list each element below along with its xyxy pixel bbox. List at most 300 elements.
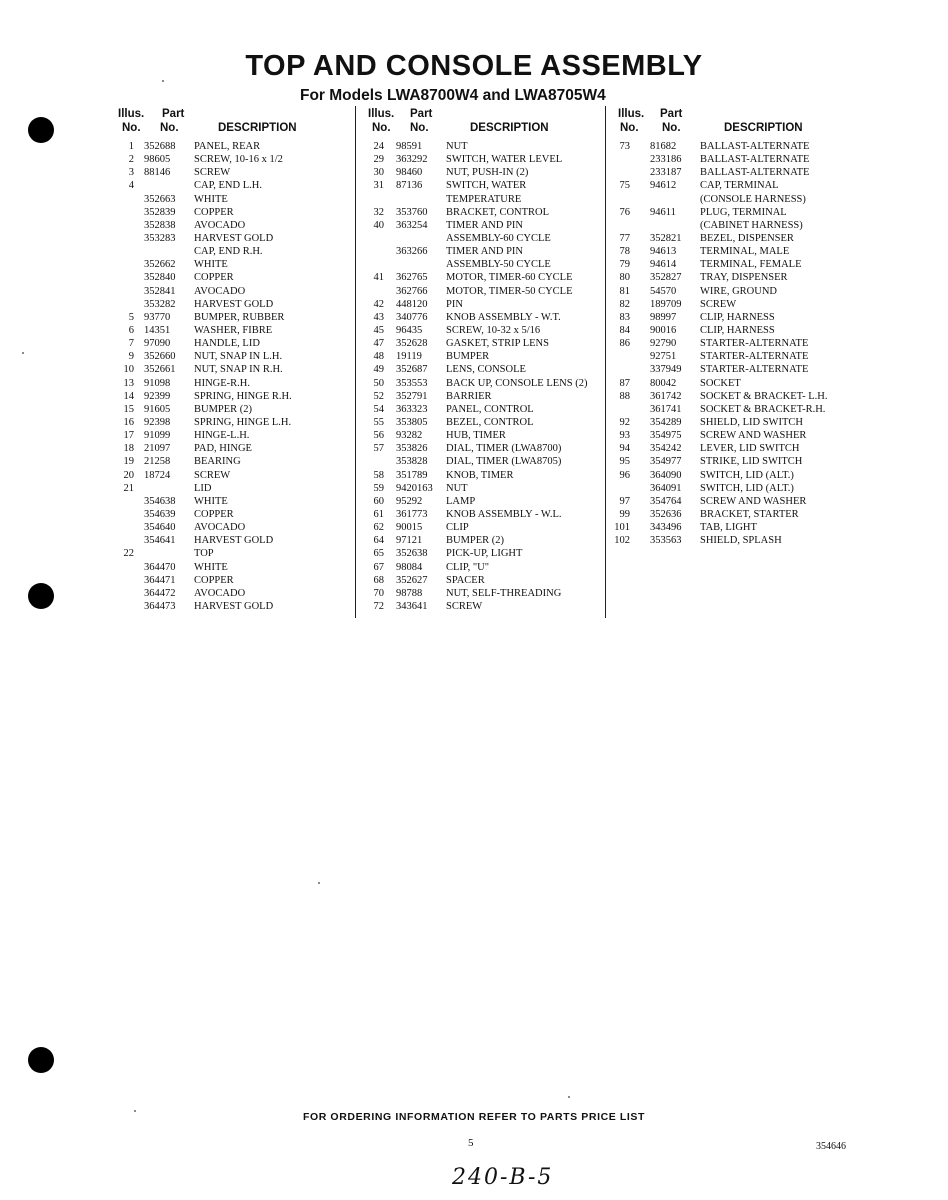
part-description: AVOCADO (194, 522, 246, 534)
part-no: 353828 (396, 456, 428, 468)
part-no: 361742 (650, 390, 682, 402)
part-no: 81682 (650, 141, 677, 152)
illus-no: 78 (619, 246, 630, 258)
part-no: 352636 (650, 508, 682, 520)
illus-no: 59 (373, 482, 384, 494)
header-description: DESCRIPTION (724, 122, 803, 134)
part-description: SWITCH, WATER (446, 180, 527, 192)
illus-no: 43 (373, 311, 384, 323)
part-description: TERMINAL, MALE (700, 246, 790, 258)
part-description: HARVEST GOLD (194, 600, 274, 612)
part-no: 21097 (144, 443, 171, 455)
part-description: SCREW (446, 600, 483, 612)
part-no: 361773 (396, 508, 428, 520)
illus-no: 95 (619, 456, 630, 468)
part-description: TERMINAL, FEMALE (700, 259, 802, 271)
part-no: 92751 (650, 351, 677, 363)
illus-no: 72 (373, 600, 384, 612)
part-no: 364472 (144, 587, 176, 599)
illus-no: 64 (373, 535, 384, 547)
part-no: 98460 (396, 167, 423, 179)
scan-speck (568, 1096, 570, 1098)
illus-no: 93 (619, 430, 630, 442)
illus-no: 13 (123, 377, 134, 389)
part-description: CAP, END L.H. (194, 180, 262, 192)
header-description: DESCRIPTION (470, 122, 549, 134)
header-part-no: No. (662, 122, 681, 134)
part-no: 354641 (144, 535, 176, 547)
illus-no: 65 (373, 548, 384, 560)
illus-no: 42 (373, 298, 384, 310)
scan-speck (22, 352, 24, 354)
binder-hole (28, 1047, 54, 1073)
part-description: BEZEL, DISPENSER (700, 232, 794, 244)
part-description: BALLAST-ALTERNATE (700, 154, 810, 166)
part-no: 19119 (396, 351, 422, 363)
part-no: 353283 (144, 232, 176, 244)
illus-no: 73 (619, 141, 630, 152)
part-no: 352628 (396, 338, 428, 350)
illus-no: 47 (373, 338, 384, 350)
part-description: HARVEST GOLD (194, 232, 274, 244)
part-no: 353563 (650, 535, 682, 547)
part-description: NUT (446, 141, 468, 152)
part-description: ASSEMBLY-60 CYCLE (446, 232, 551, 244)
illus-no: 92 (619, 416, 630, 428)
illus-no: 9 (128, 351, 134, 363)
part-no: 98788 (396, 587, 423, 599)
illus-no: 20 (123, 469, 134, 481)
part-no: 352663 (144, 193, 176, 205)
header-illus: Illus. (368, 108, 395, 120)
part-description: NUT, PUSH-IN (2) (446, 167, 529, 179)
part-no: 93282 (396, 430, 423, 442)
illus-no: 60 (373, 495, 384, 507)
illus-no: 5 (128, 311, 134, 323)
part-description: DIAL, TIMER (LWA8700) (446, 443, 562, 455)
part-description: WASHER, FIBRE (194, 324, 273, 336)
handwritten-note: 240-B-5 (452, 1165, 554, 1190)
part-description: PANEL, CONTROL (446, 403, 534, 415)
part-no: 54570 (650, 285, 677, 297)
header-description: DESCRIPTION (218, 122, 297, 134)
part-no: 353826 (396, 443, 428, 455)
illus-no: 99 (619, 508, 630, 520)
illus-no: 80 (619, 272, 630, 284)
part-no: 98997 (650, 311, 677, 323)
part-no: 352821 (650, 232, 682, 244)
part-description: BEZEL, CONTROL (446, 416, 534, 428)
illus-no: 81 (619, 285, 630, 297)
part-no: 14351 (144, 324, 171, 336)
part-description: BUMPER (2) (194, 403, 253, 415)
illus-no: 17 (123, 430, 134, 442)
illus-no: 75 (619, 180, 630, 192)
part-no: 92790 (650, 338, 677, 350)
part-no: 92398 (144, 416, 171, 428)
part-no: 92399 (144, 390, 171, 402)
column-divider (605, 106, 606, 618)
part-no: 343496 (650, 522, 682, 534)
illus-no: 19 (123, 456, 134, 468)
part-description: BRACKET, STARTER (700, 508, 799, 520)
part-no: 97090 (144, 338, 171, 350)
part-no: 91099 (144, 430, 171, 442)
part-description: HUB, TIMER (446, 430, 506, 442)
part-description: TOP (194, 548, 214, 560)
part-description: SOCKET & BRACKET- L.H. (700, 390, 828, 402)
part-no: 362766 (396, 285, 428, 297)
part-description: (CABINET HARNESS) (700, 219, 803, 231)
part-description: CAP, END R.H. (194, 246, 263, 258)
part-no: 98084 (396, 561, 423, 573)
part-description: SPACER (446, 574, 485, 586)
part-description: AVOCADO (194, 587, 246, 599)
illus-no: 102 (614, 535, 630, 547)
part-description: PLUG, TERMINAL (700, 206, 787, 218)
part-no: 91605 (144, 403, 171, 415)
part-description: SCREW (194, 167, 231, 179)
part-no: 189709 (650, 298, 682, 310)
part-description: WHITE (194, 561, 228, 573)
part-description: SCREW, 10-16 x 1/2 (194, 154, 283, 166)
page-title: TOP AND CONSOLE ASSEMBLY (245, 50, 703, 82)
part-description: WHITE (194, 259, 228, 271)
header-part: Part (660, 108, 683, 120)
part-description: STARTER-ALTERNATE (700, 338, 809, 350)
illus-no: 70 (373, 587, 384, 599)
illus-no: 54 (373, 403, 384, 415)
part-description: AVOCADO (194, 219, 246, 231)
part-no: 340776 (396, 311, 428, 323)
part-description: SCREW (700, 298, 737, 310)
illus-no: 22 (123, 548, 134, 560)
part-no: 352839 (144, 206, 176, 218)
part-no: 18724 (144, 469, 171, 481)
part-description: STRIKE, LID SWITCH (700, 456, 803, 468)
part-no: 80042 (650, 377, 677, 389)
document-number: 354646 (816, 1141, 846, 1152)
part-no: 88146 (144, 167, 171, 179)
part-no: 362765 (396, 272, 428, 284)
illus-no: 40 (373, 219, 384, 231)
part-description: LEVER, LID SWITCH (700, 443, 800, 455)
part-no: 363266 (396, 246, 428, 258)
part-description: CAP, TERMINAL (700, 180, 779, 192)
part-description: MOTOR, TIMER-60 CYCLE (446, 272, 573, 284)
illus-no: 97 (619, 495, 630, 507)
illus-no: 24 (373, 141, 384, 152)
part-no: 87136 (396, 180, 423, 192)
part-no: 363323 (396, 403, 428, 415)
part-no: 98591 (396, 141, 423, 152)
part-description: SPRING, HINGE R.H. (194, 390, 292, 402)
part-description: SCREW, 10-32 x 5/16 (446, 324, 541, 336)
part-description: SWITCH, WATER LEVEL (446, 154, 563, 166)
part-description: COPPER (194, 206, 234, 218)
illus-no: 58 (373, 469, 384, 481)
part-description: NUT, SNAP IN R.H. (194, 364, 283, 376)
part-no: 354764 (650, 495, 682, 507)
part-description: WIRE, GROUND (700, 285, 777, 297)
part-no: 352627 (396, 574, 428, 586)
part-description: BUMPER (446, 351, 490, 363)
part-no: 95292 (396, 495, 423, 507)
illus-no: 76 (619, 206, 630, 218)
scan-speck (134, 1110, 136, 1112)
part-description: BRACKET, CONTROL (446, 206, 550, 218)
part-description: KNOB ASSEMBLY - W.T. (446, 311, 561, 323)
part-description: KNOB ASSEMBLY - W.L. (446, 508, 562, 520)
header-part: Part (162, 108, 185, 120)
part-description: KNOB, TIMER (446, 469, 514, 481)
part-no: 97121 (396, 535, 423, 547)
illus-no: 55 (373, 416, 384, 428)
part-no: 354640 (144, 522, 176, 534)
part-description: HARVEST GOLD (194, 535, 274, 547)
illus-no: 2 (128, 154, 134, 166)
part-description: HANDLE, LID (194, 338, 260, 350)
part-description: TEMPERATURE (446, 193, 522, 205)
part-no: 361741 (650, 403, 682, 415)
part-description: MOTOR, TIMER-50 CYCLE (446, 285, 573, 297)
illus-no: 49 (373, 364, 384, 376)
illus-no: 18 (123, 443, 134, 455)
illus-no: 32 (373, 206, 384, 218)
part-no: 233186 (650, 154, 682, 166)
part-no: 94611 (650, 206, 676, 218)
part-description: DIAL, TIMER (LWA8705) (446, 456, 562, 468)
part-description: PIN (446, 298, 463, 310)
part-description: SHIELD, LID SWITCH (700, 416, 803, 428)
illus-no: 57 (373, 443, 384, 455)
illus-no: 101 (614, 522, 630, 534)
part-description: SOCKET & BRACKET-R.H. (700, 403, 826, 415)
part-no: 9420163 (396, 482, 433, 494)
part-no: 448120 (396, 298, 428, 310)
page-subtitle: For Models LWA8700W4 and LWA8705W4 (300, 87, 606, 104)
part-description: BALLAST-ALTERNATE (700, 167, 810, 179)
part-no: 93770 (144, 311, 171, 323)
illus-no: 30 (373, 167, 384, 179)
illus-no: 14 (123, 390, 134, 402)
illus-no: 6 (128, 324, 134, 336)
part-no: 363254 (396, 219, 428, 231)
illus-no: 94 (619, 443, 630, 455)
part-no: 352791 (396, 390, 428, 402)
part-description: BALLAST-ALTERNATE (700, 141, 810, 152)
part-description: CLIP, HARNESS (700, 311, 775, 323)
part-description: TRAY, DISPENSER (700, 272, 788, 284)
part-no: 364470 (144, 561, 176, 573)
illus-no: 31 (373, 180, 384, 192)
part-description: GASKET, STRIP LENS (446, 338, 549, 350)
part-description: PAD, HINGE (194, 443, 252, 455)
part-no: 351789 (396, 469, 428, 481)
part-no: 353553 (396, 377, 428, 389)
part-description: ASSEMBLY-50 CYCLE (446, 259, 551, 271)
scan-speck (162, 80, 164, 82)
header-illus-no: No. (372, 122, 391, 134)
part-no: 353760 (396, 206, 428, 218)
illus-no: 45 (373, 324, 384, 336)
part-no: 91098 (144, 377, 171, 389)
part-no: 343641 (396, 600, 428, 612)
illus-no: 48 (373, 351, 384, 363)
illus-no: 1 (128, 141, 134, 152)
part-no: 352841 (144, 285, 176, 297)
part-description: SWITCH, LID (ALT.) (700, 469, 794, 481)
part-description: LENS, CONSOLE (446, 364, 526, 376)
page-number: 5 (468, 1137, 474, 1149)
illus-no: 4 (128, 180, 134, 192)
part-no: 354975 (650, 430, 682, 442)
illus-no: 15 (123, 403, 134, 415)
binder-hole (28, 117, 54, 143)
illus-no: 21 (123, 482, 134, 494)
illus-no: 67 (373, 561, 384, 573)
part-description: BARRIER (446, 390, 492, 402)
part-description: SWITCH, LID (ALT.) (700, 482, 794, 494)
part-description: TIMER AND PIN (446, 219, 524, 231)
header-part-no: No. (160, 122, 179, 134)
illus-no: 7 (128, 338, 134, 350)
part-no: 352687 (396, 364, 428, 376)
part-description: PICK-UP, LIGHT (446, 548, 523, 560)
part-no: 364473 (144, 600, 176, 612)
part-no: 96435 (396, 324, 423, 336)
part-description: CLIP (446, 522, 469, 534)
part-description: WHITE (194, 193, 228, 205)
header-illus-no: No. (122, 122, 141, 134)
part-description: HINGE-L.H. (194, 430, 250, 442)
part-description: AVOCADO (194, 285, 246, 297)
part-description: COPPER (194, 272, 234, 284)
part-description: LAMP (446, 495, 476, 507)
part-no: 353805 (396, 416, 428, 428)
illus-no: 41 (373, 272, 384, 284)
illus-no: 83 (619, 311, 630, 323)
part-description: TIMER AND PIN (446, 246, 524, 258)
part-description: BEARING (194, 456, 241, 468)
part-no: 352661 (144, 364, 176, 376)
part-no: 354639 (144, 508, 176, 520)
header-illus: Illus. (618, 108, 645, 120)
part-no: 364091 (650, 482, 682, 494)
part-description: TAB, LIGHT (700, 522, 757, 534)
part-description: SOCKET (700, 377, 741, 389)
part-no: 337949 (650, 364, 682, 376)
part-description: WHITE (194, 495, 228, 507)
illus-no: 77 (619, 232, 630, 244)
part-no: 352638 (396, 548, 428, 560)
part-description: SCREW AND WASHER (700, 430, 807, 442)
ordering-info: FOR ORDERING INFORMATION REFER TO PARTS PRICE LIST (302, 1111, 646, 1123)
illus-no: 82 (619, 298, 630, 310)
part-no: 363292 (396, 154, 428, 166)
part-no: 354289 (650, 416, 682, 428)
illus-no: 88 (619, 390, 630, 402)
part-no: 352662 (144, 259, 176, 271)
part-description: NUT (446, 482, 468, 494)
illus-no: 3 (128, 167, 134, 179)
part-no: 352660 (144, 351, 176, 363)
part-description: HINGE-R.H. (194, 377, 250, 389)
part-description: STARTER-ALTERNATE (700, 351, 809, 363)
part-no: 90016 (650, 324, 677, 336)
part-no: 94614 (650, 259, 677, 271)
illus-no: 87 (619, 377, 630, 389)
binder-hole (28, 583, 54, 609)
illus-no: 56 (373, 430, 384, 442)
illus-no: 79 (619, 259, 630, 271)
part-description: CLIP, HARNESS (700, 324, 775, 336)
part-description: (CONSOLE HARNESS) (700, 193, 806, 205)
part-description: STARTER-ALTERNATE (700, 364, 809, 376)
part-description: COPPER (194, 508, 234, 520)
part-description: HARVEST GOLD (194, 298, 274, 310)
part-description: SCREW AND WASHER (700, 495, 807, 507)
part-no: 364471 (144, 574, 176, 586)
illus-no: 50 (373, 377, 384, 389)
part-no: 90015 (396, 522, 423, 534)
part-description: PANEL, REAR (194, 141, 261, 152)
part-no: 364090 (650, 469, 682, 481)
illus-no: 62 (373, 522, 384, 534)
part-description: SCREW (194, 469, 231, 481)
part-no: 94612 (650, 180, 677, 192)
illus-no: 96 (619, 469, 630, 481)
part-no: 94613 (650, 246, 677, 258)
header-illus-no: No. (620, 122, 639, 134)
part-no: 354977 (650, 456, 682, 468)
scan-speck (318, 882, 320, 884)
part-no: 352688 (144, 141, 176, 152)
part-description: LID (194, 482, 212, 494)
header-part: Part (410, 108, 433, 120)
part-no: 354638 (144, 495, 176, 507)
illus-no: 29 (373, 154, 384, 166)
column-divider (355, 106, 356, 618)
illus-no: 10 (123, 364, 134, 376)
part-no: 353282 (144, 298, 176, 310)
header-illus: Illus. (118, 108, 145, 120)
illus-no: 86 (619, 338, 630, 350)
header-part-no: No. (410, 122, 429, 134)
part-no: 352827 (650, 272, 682, 284)
part-no: 233187 (650, 167, 682, 179)
part-description: NUT, SELF-THREADING (446, 587, 562, 599)
part-description: SPRING, HINGE L.H. (194, 416, 292, 428)
part-description: SHIELD, SPLASH (700, 535, 782, 547)
part-description: NUT, SNAP IN L.H. (194, 351, 283, 363)
part-no: 98605 (144, 154, 171, 166)
part-no: 21258 (144, 456, 171, 468)
part-no: 354242 (650, 443, 682, 455)
part-description: CLIP, "U" (446, 561, 489, 573)
illus-no: 61 (373, 508, 384, 520)
part-description: COPPER (194, 574, 234, 586)
illus-no: 68 (373, 574, 384, 586)
part-description: BUMPER, RUBBER (194, 311, 285, 323)
illus-no: 16 (123, 416, 134, 428)
part-description: BUMPER (2) (446, 535, 505, 547)
part-no: 352838 (144, 219, 176, 231)
part-description: BACK UP, CONSOLE LENS (2) (446, 377, 588, 389)
illus-no: 84 (619, 324, 630, 336)
part-no: 352840 (144, 272, 176, 284)
illus-no: 52 (373, 390, 384, 402)
